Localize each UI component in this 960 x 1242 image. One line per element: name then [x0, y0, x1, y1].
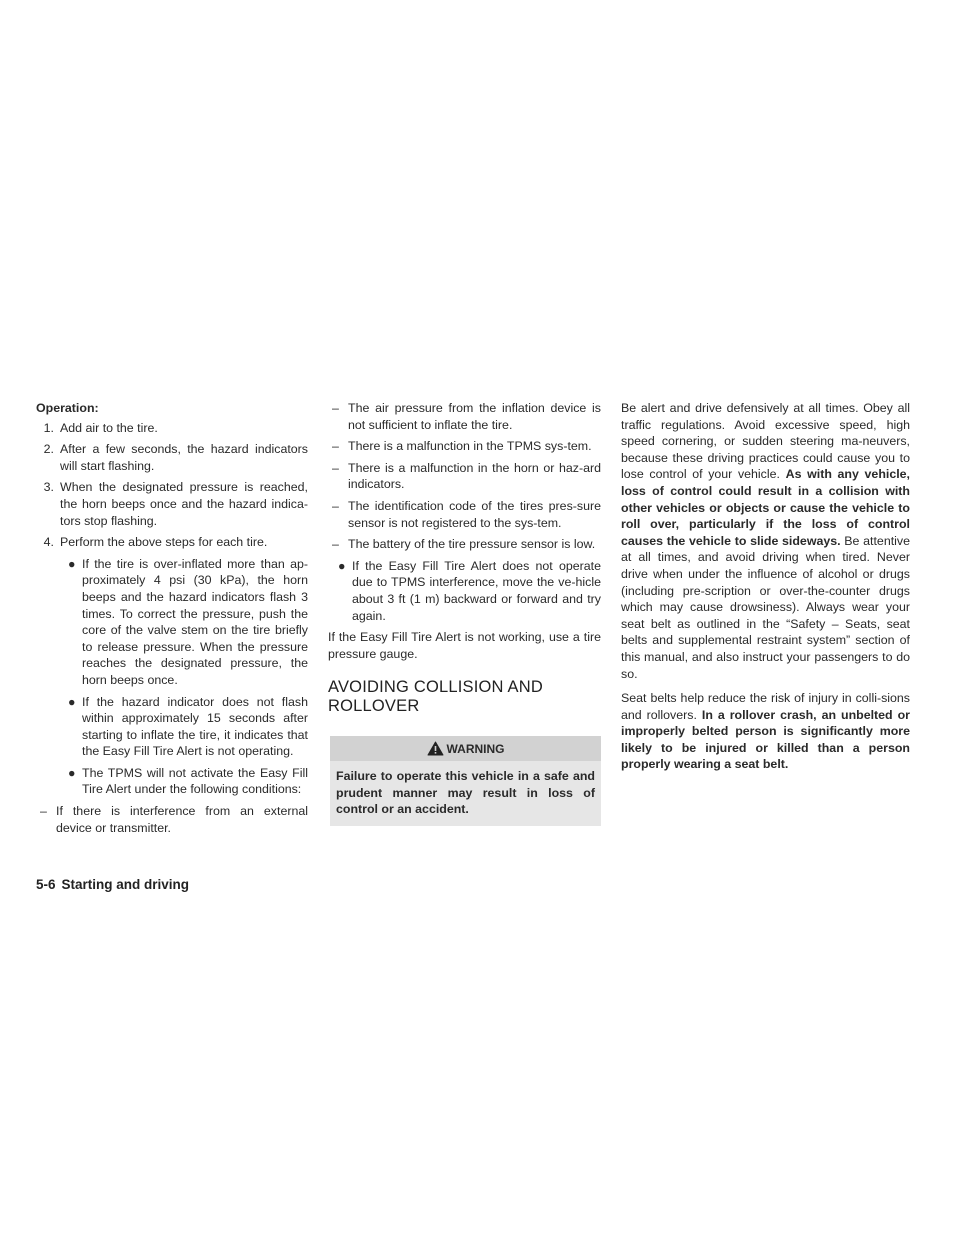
- bullet-icon: ●: [68, 694, 76, 709]
- list-item: ● The TPMS will not activate the Easy Fill Tire Alert under the following conditions:: [68, 765, 308, 797]
- list-item: ● If the hazard indicator does not flash within approximately 15 seconds after starting to inflate the tire, it indicates that the Easy Fill Tire Alert is not operating.: [68, 694, 308, 759]
- page-footer: [36, 877, 189, 892]
- list-item: – The air pressure from the inflation device is not sufficient to inflate the tire.: [332, 401, 601, 432]
- list-item: – If there is interference from an external device or transmitter.: [40, 804, 308, 835]
- operation-heading: Operation:: [36, 401, 99, 415]
- bullet-icon: ●: [338, 558, 346, 573]
- middle-column: [328, 400, 601, 826]
- paragraph: Be alert and drive defensively at all times. Obey all traffic regulations. Avoid excessive speed, high speed cornering, or sudden steering ma-neuvers, because these driving practices could cause you to lose control of your vehicle. As with any vehicle, loss of control could result in a collision with other vehicles or objects or cause the vehicle to roll over, particularly if the loss of control causes the vehicle to slide sideways. Be attentive at all times, and avoid driving when tired. Never drive when under the influence of alcohol or drugs (including pre-scription or over-the-counter drugs which may cause drowsiness). Always wear your seat belt as outlined in the “Safety – Seats, seat belts and supplemental restraint system” section of this manual, and also instruct your passengers to do so.: [621, 401, 910, 681]
- step-4: 4. Perform the above steps for each tire.: [43, 535, 268, 550]
- paragraph: Seat belts help reduce the risk of injury in colli-sions and rollovers. In a rollover crash, an unbelted or improperly belted person is significantly more likely to be injured or killed than a person properly wearing a seat belt.: [621, 691, 910, 772]
- bullet-icon: ●: [68, 556, 76, 571]
- list-item: – There is a malfunction in the horn or haz-ard indicators.: [332, 460, 601, 492]
- warning-icon: [427, 741, 444, 756]
- step-2: 2. After a few seconds, the hazard indicators will start flashing.: [43, 442, 308, 473]
- list-item: – The battery of the tire pressure sensor is low.: [332, 537, 596, 552]
- list-item: – The identification code of the tires pres-sure sensor is not registered to the sys-tem.: [332, 498, 601, 530]
- bullet-icon: ●: [68, 765, 76, 780]
- section-name: Starting and driving: [61, 877, 190, 892]
- list-item: – There is a malfunction in the TPMS sys-tem.: [332, 439, 592, 454]
- step-1: 1. Add air to the tire.: [43, 420, 158, 435]
- warning-label: WARNING: [446, 741, 505, 756]
- warning-text: Failure to operate this vehicle in a safe and prudent manner may result in loss of control or an accident.: [336, 769, 595, 817]
- right-column: [621, 400, 910, 773]
- list-item: ● If the Easy Fill Tire Alert does not operate due to TPMS interference, move the ve-hicle about 3 ft (1 m) backward or forward and try again.: [338, 558, 601, 623]
- paragraph: If the Easy Fill Tire Alert is not working, use a tire pressure gauge.: [328, 630, 601, 661]
- section-title: AVOIDING COLLISION AND ROLLOVER: [328, 678, 543, 716]
- left-column: [36, 400, 308, 841]
- page-number: 5-6: [36, 877, 56, 892]
- step-3: 3. When the designated pressure is reached, the horn beeps once and the hazard indica-tors stop flashing.: [43, 480, 308, 528]
- warning-box: [330, 736, 601, 825]
- list-item: ● If the tire is over-inflated more than ap-proximately 4 psi (30 kPa), the horn beeps and the hazard indicators flash 3 times. To correct the pressure, push the core of the valve stem on the tire briefly to release pressure. When the pressure reaches the designated pressure, the horn beeps once.: [68, 556, 308, 687]
- warning-header: [330, 736, 601, 761]
